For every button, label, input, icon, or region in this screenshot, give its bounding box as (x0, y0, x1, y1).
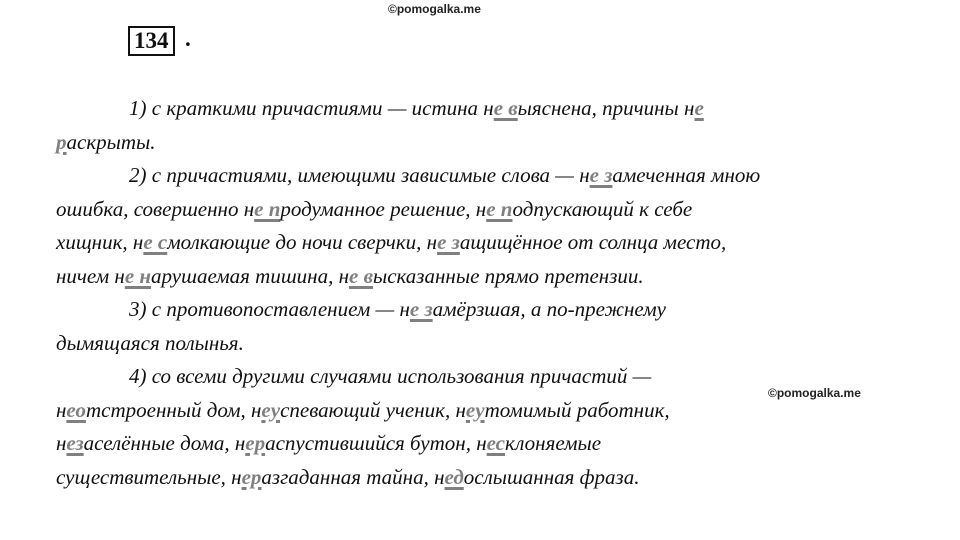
highlighted-letters: ес (486, 431, 506, 455)
text-line (56, 327, 906, 361)
text-line (56, 193, 906, 227)
highlighted-letters: е п (486, 196, 513, 221)
highlighted-letters: е с (143, 230, 168, 254)
text-fragment: 1) с краткими причастиями — истина н (129, 96, 494, 120)
text-line (56, 126, 906, 160)
text-fragment: н (56, 397, 67, 422)
text-fragment: н (56, 431, 67, 455)
text-line (56, 159, 906, 193)
highlighted-letters: е в (349, 263, 373, 288)
text-line (56, 461, 906, 495)
highlighted-letters: е п (254, 196, 281, 221)
text-fragment: ослышанная фраза. (463, 464, 640, 489)
text-line (56, 226, 906, 260)
text-fragment: спевающий ученик, н (280, 397, 466, 422)
highlighted-letters: ез (66, 431, 84, 455)
highlighted-letters: еу (465, 397, 485, 422)
text-fragment: ошибка, совершенно н (56, 196, 255, 221)
text-fragment: азгаданная тайна, н (261, 464, 445, 489)
text-fragment: существительные, н (56, 464, 242, 489)
text-fragment: тстроенный дом, н (85, 397, 262, 422)
text-line (56, 260, 906, 294)
highlighted-letters: е з (589, 163, 613, 187)
text-fragment: 4) со всеми другими случаями использования причастий — (129, 364, 652, 388)
text-fragment: арушаемая тишина, н (151, 263, 350, 288)
text-fragment: одпускающий к себе (512, 196, 693, 221)
highlighted-letters: ер (241, 464, 262, 489)
highlighted-letters: е н (124, 263, 152, 288)
text-line (56, 293, 906, 327)
text-fragment: амёрзшая, а по-прежнему (432, 297, 666, 321)
highlighted-letters: ео (66, 397, 86, 422)
text-fragment: ыяснена, причины н (517, 96, 695, 120)
highlighted-letters: е з (437, 230, 460, 254)
task-number-dot: . (185, 26, 191, 51)
text-fragment: клоняемые (505, 431, 602, 455)
text-fragment: томимый работник, (484, 397, 670, 422)
text-line (56, 427, 906, 461)
text-fragment: аскрыты. (66, 129, 156, 154)
watermark-top: ©pomogalka.me (388, 2, 481, 16)
text-fragment: родуманное решение, н (280, 196, 487, 221)
watermark-middle: ©pomogalka.me (768, 386, 861, 400)
task-number-box: 134 (128, 26, 175, 56)
text-line (56, 92, 906, 126)
highlighted-letters: е (694, 96, 704, 120)
text-fragment: хищник, н (56, 230, 144, 254)
highlighted-letters: р (56, 129, 67, 154)
text-fragment: ничем н (56, 263, 125, 288)
text-fragment: 3) с противопоставлением — н (129, 297, 410, 321)
text-line (56, 394, 906, 428)
text-fragment: молкающие до ночи сверчки, н (167, 230, 438, 254)
text-line (56, 360, 906, 394)
text-fragment: дымящаяся полынья. (56, 330, 244, 355)
highlighted-letters: ер (245, 431, 266, 455)
text-fragment: ысказанные прямо претензии. (372, 263, 644, 288)
highlighted-letters: е з (409, 297, 433, 321)
text-fragment: ащищённое от солнца место, (459, 230, 727, 254)
text-fragment: аспустившийся бутон, н (265, 431, 487, 455)
text-fragment: 2) с причастиями, имеющими зависимые слова — н (129, 163, 590, 187)
highlighted-letters: е в (493, 96, 518, 120)
text-fragment: амеченная мною (612, 163, 761, 187)
answer-text (56, 92, 906, 494)
highlighted-letters: ед (444, 464, 464, 489)
highlighted-letters: еу (261, 397, 281, 422)
text-fragment: аселённые дома, н (83, 431, 246, 455)
